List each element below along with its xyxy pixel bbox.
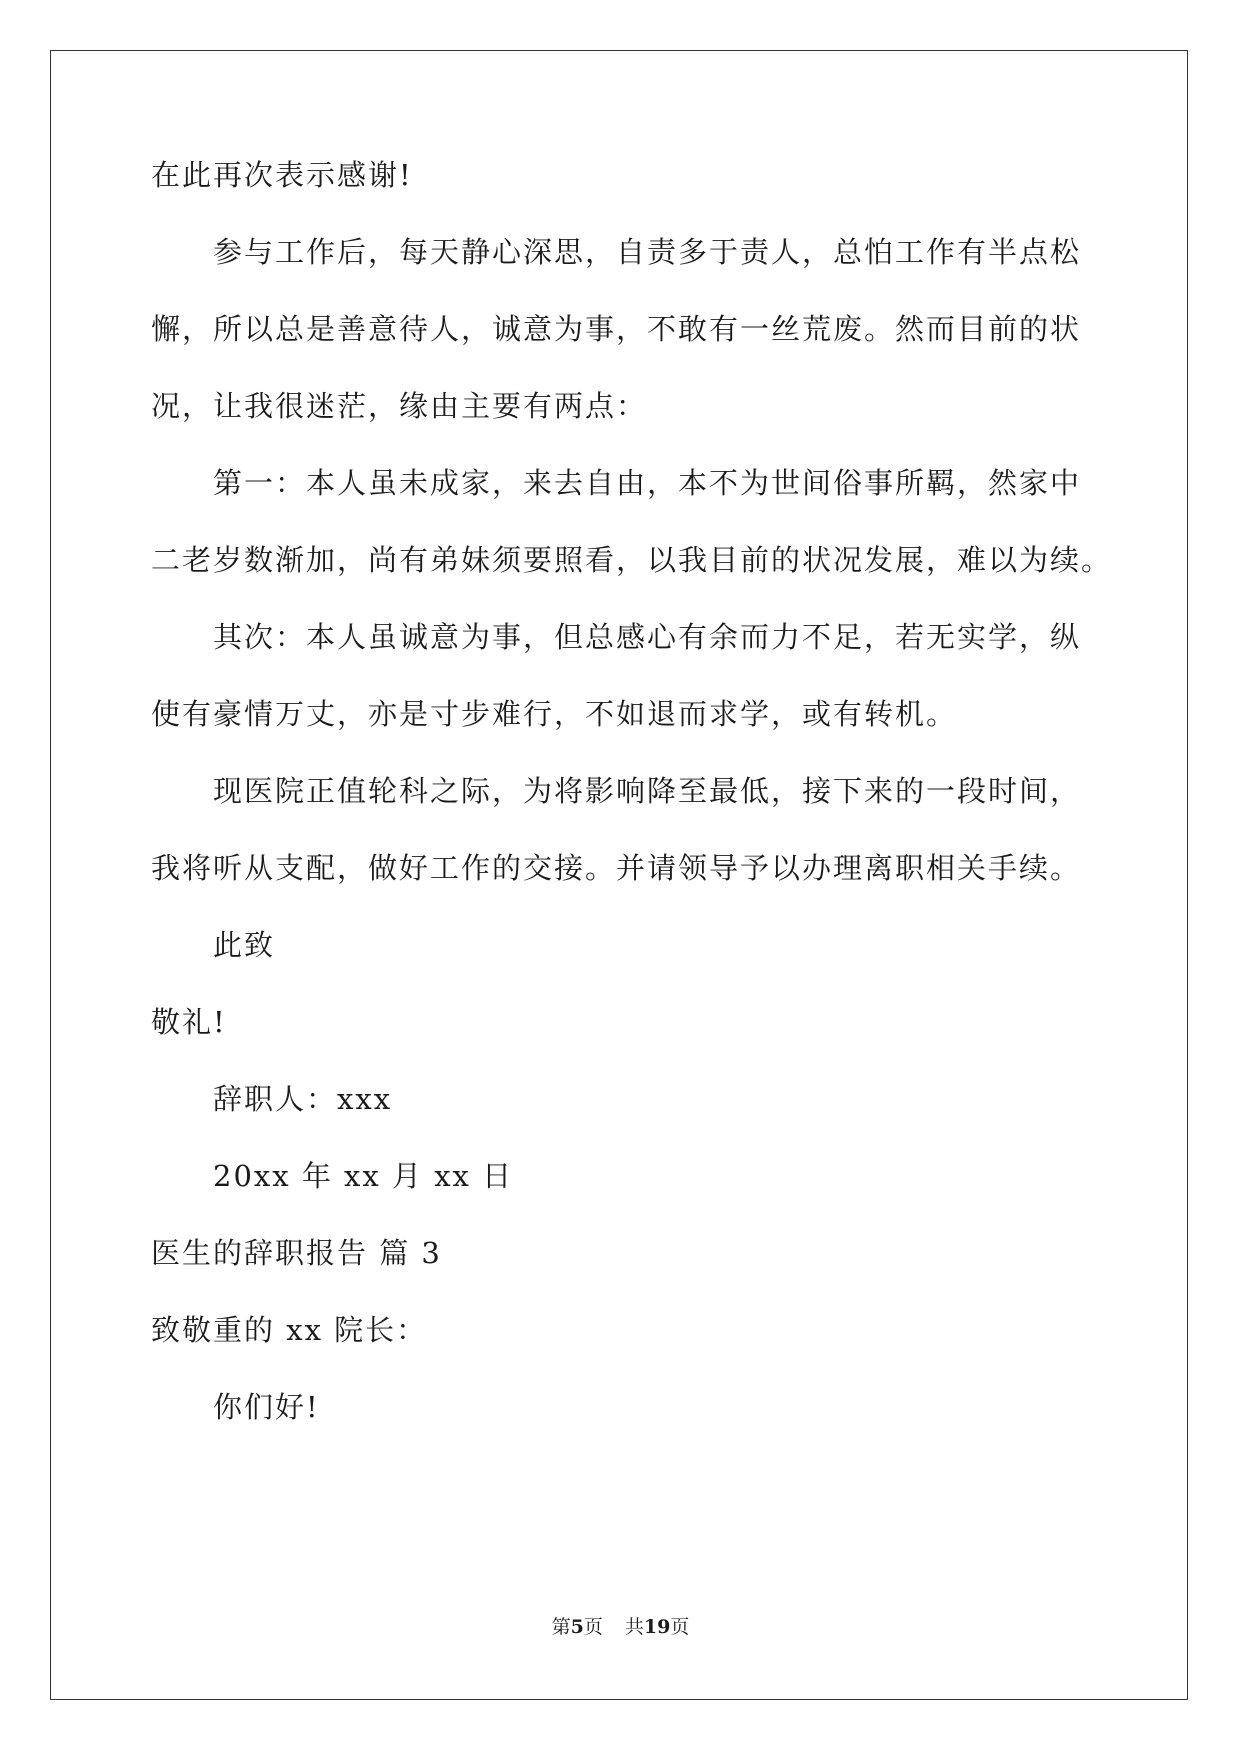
- paragraph-start: 其次：本人虽诚意为事，但总感心有余而力不足，若无实学，纵: [213, 620, 1082, 654]
- paragraph-start: 现医院正值轮科之际，为将影响降至最低，接下来的一段时间，: [213, 774, 1082, 808]
- paragraph-start: 第一：本人虽未成家，来去自由，本不为世间俗事所羁，然家中: [213, 466, 1082, 500]
- text-line: 懈，所以总是善意待人，诚意为事，不敢有一丝荒废。然而目前的状: [151, 312, 1082, 346]
- date-line: 20xx 年 xx 月 xx 日: [213, 1159, 514, 1193]
- page-unit: 页: [583, 1616, 603, 1638]
- text-line: 在此再次表示感谢!: [151, 158, 413, 192]
- closing-regards: 敬礼!: [151, 1005, 227, 1039]
- text-line: 况，让我很迷茫，缘由主要有两点：: [151, 389, 648, 423]
- greeting: 你们好!: [213, 1390, 320, 1424]
- text-line: 我将听从支配，做好工作的交接。并请领导予以办理离职相关手续。: [151, 851, 1082, 885]
- paragraph-start: 参与工作后，每天静心深思，自责多于责人，总怕工作有半点松: [213, 235, 1082, 269]
- closing-salutation: 此致: [213, 928, 276, 962]
- text-line: 使有豪情万丈，亦是寸步难行，不如退而求学，或有转机。: [151, 697, 958, 731]
- page-total: 19: [643, 1616, 671, 1638]
- section-heading: 医生的辞职报告 篇 3: [151, 1236, 442, 1270]
- page-prefix: 第: [551, 1616, 571, 1638]
- text-line: 二老岁数渐加，尚有弟妹须要照看，以我目前的状况发展，难以为续。: [151, 543, 1113, 577]
- page-footer: [0, 1615, 1241, 1639]
- total-unit: 页: [670, 1616, 690, 1638]
- page-number: 5: [570, 1616, 584, 1638]
- signature: 辞职人：xxx: [213, 1082, 393, 1116]
- addressee: 致敬重的 xx 院长：: [151, 1313, 428, 1347]
- total-prefix: 共: [624, 1616, 644, 1638]
